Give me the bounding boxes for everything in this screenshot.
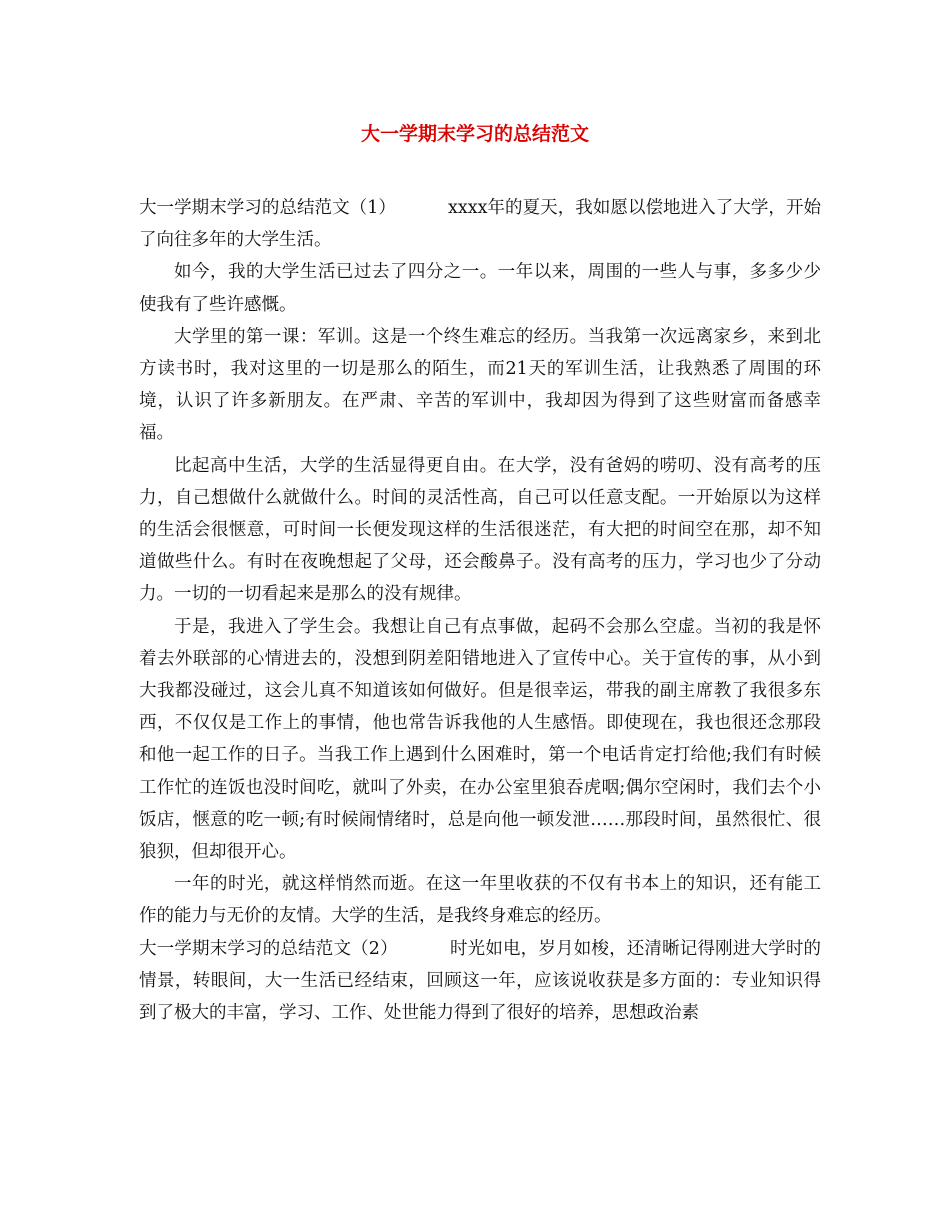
paragraph: 于是，我进入了学生会。我想让自己有点事做，起码不会那么空虚。当初的我是怀着去外联部的心情进去的，没想到阴差阳错地进入了宣传中心。关于宣传的事，从小到大我都没碰过，这会儿真不知道该如何做好。但是很幸运，带我的副主席教了我很多东西，不仅仅是工作上的事情，他也常告诉我他的人生感悟。即使现在，我也很还念那段和他一起工作的日子。当我工作上遇到什么困难时，第一个电话肯定打给他;我们有时候工作忙的连饭也没时间吃，就叫了外卖，在办公室里狼吞虎咽;偶尔空闲时，我们去个小饭店，惬意的吃一顿;有时候闹情绪时，总是向他一顿发泄……那段时间，虽然很忙、很狼狈，但却很开心。: [139, 616, 821, 863]
section-2-heading: 大一学期末学习的总结范文（2）: [139, 938, 398, 959]
section-1-first-text: xxxx年的夏天，我如愿以偿地进入了大学，开始了向往多年的大学生活。: [139, 198, 821, 251]
document-title: 大一学期末学习的总结范文: [360, 123, 589, 145]
document-body: [139, 192, 821, 1029]
section-2-first-paragraph: [139, 933, 821, 1030]
paragraph: 大学里的第一课：军训。这是一个终生难忘的经历。当我第一次远离家乡，来到北方读书时，我对这里的一切是那么的陌生，而21天的军训生活，让我熟悉了周围的环境，认识了许多新朋友。在严肃、辛苦的军训中，我却因为得到了这些财富而备感幸福。: [139, 326, 821, 444]
paragraph: 比起高中生活，大学的生活显得更自由。在大学，没有爸妈的唠叨、没有高考的压力，自己想做什么就做什么。时间的灵活性高，自己可以任意支配。一开始原以为这样的生活会很惬意，可时间一长便发现这样的生活很迷茫，有大把的时间空在那，却不知道做些什么。有时在夜晚想起了父母，还会酸鼻子。没有高考的压力，学习也少了分动力。一切的一切看起来是那么的没有规律。: [139, 455, 821, 605]
section-2-first-text: 时光如电，岁月如梭，还清晰记得刚进大学时的情景，转眼间，大一生活已经结束，回顾这一年，应该说收获是多方面的：专业知识得到了极大的丰富，学习、工作、处世能力得到了很好的培养，思想政治素: [139, 938, 822, 1024]
paragraph: 如今，我的大学生活已过去了四分之一。一年以来，周围的一些人与事，多多少少使我有了些许感慨。: [139, 262, 821, 315]
section-1-first-paragraph: [139, 192, 821, 256]
section-1-heading: 大一学期末学习的总结范文（1）: [139, 198, 396, 218]
paragraph: 一年的时光，就这样悄然而逝。在这一年里收获的不仅有书本上的知识，还有能工作的能力与无价的友情。大学的生活，是我终身难忘的经历。: [139, 874, 821, 927]
